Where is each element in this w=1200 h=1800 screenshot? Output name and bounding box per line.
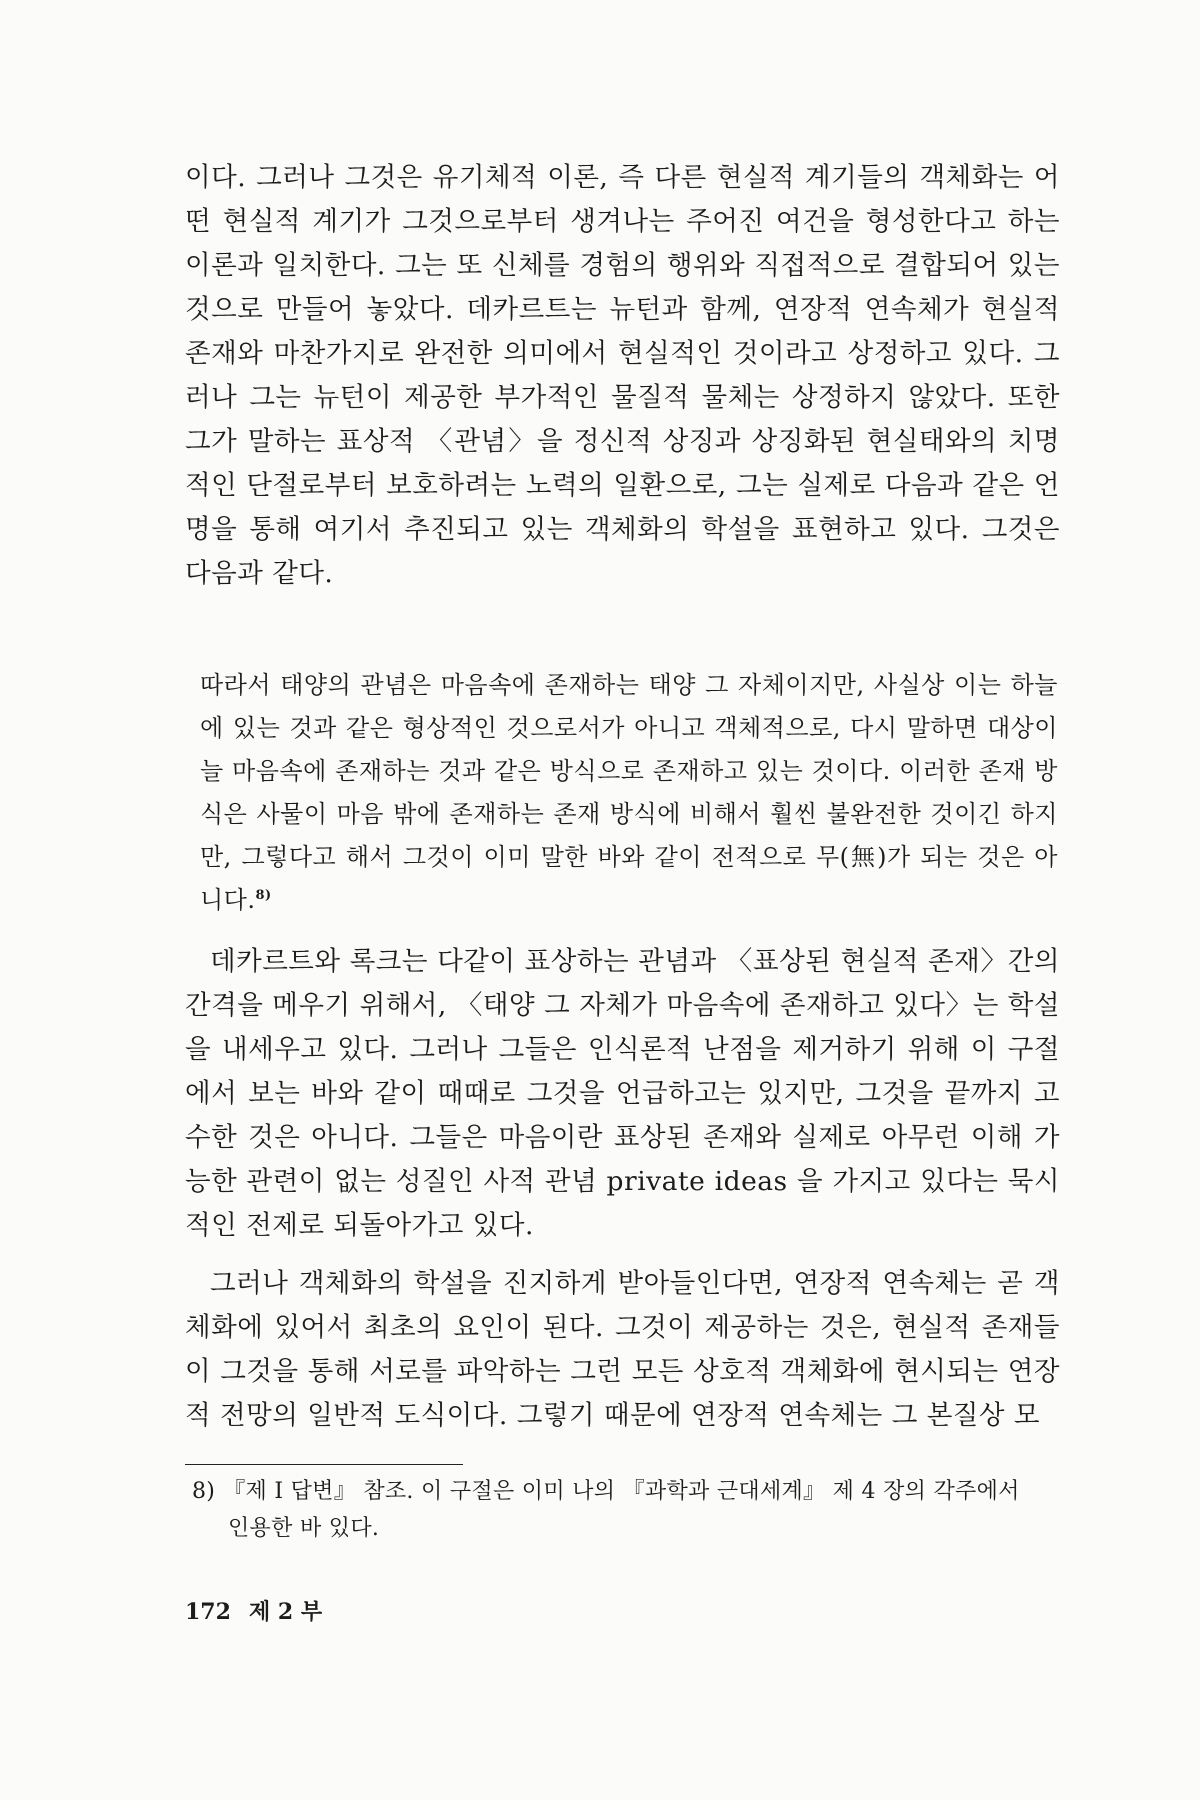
- block-quote-text: 따라서 태양의 관념은 마음속에 존재하는 태양 그 자체이지만, 사실상 이는 하늘에 있는 것과 같은 형상적인 것으로서가 아니고 객체적으로, 다시 말하면 대상이 늘 마음속에 존재하는 것과 같은 방식으로 존재하고 있는 것이다. 이러한 존재 방식은 사물이 마음 밖에 존재하는 존재 방식에 비해서 훨씬 불완전한 것이긴 하지만, 그렇다고 해서 그것이 이미 말한 바와 같이 전적으로 무(無)가 되는 것은 아니다.: [200, 671, 1058, 914]
- block-quote: [200, 664, 1058, 922]
- part-label: 제 2 부: [248, 1599, 323, 1625]
- footnote-line-2: 인용한 바 있다.: [228, 1516, 380, 1541]
- footnote: [192, 1473, 1058, 1547]
- page-footer: [185, 1597, 322, 1628]
- page-number: 172: [185, 1599, 231, 1625]
- paragraph-3: 그러나 객체화의 학설을 진지하게 받아들인다면, 연장적 연속체는 곧 객체화에 있어서 최초의 요인이 된다. 그것이 제공하는 것은, 현실적 존재들이 그것을 통해 서로를 파악하는 그런 모든 상호적 객체화에 현시되는 연장적 전망의 일반적 도식이다. 그렇기 때문에 연장적 연속체는 그 본질상 모: [185, 1268, 1060, 1431]
- footnote-divider: [185, 1464, 463, 1465]
- footnote-reference: 8): [255, 888, 272, 903]
- paragraph-2: 데카르트와 록크는 다같이 표상하는 관념과 〈표상된 현실적 존재〉간의 간격을 메우기 위해서, 〈태양 그 자체가 마음속에 존재하고 있다〉는 학설을 내세우고 있다. 그러나 그들은 인식론적 난점을 제거하기 위해 이 구절에서 보는 바와 같이 때때로 그것을 언급하고는 있지만, 그것을 끝까지 고수한 것은 아니다. 그들은 마음이란 표상된 존재와 실제로 아무런 이해 가능한 관련이 없는 성질인 사적 관념 private ideas 을 가지고 있다는 묵시적인 전제로 되돌아가고 있다.: [185, 946, 1060, 1241]
- paragraph-1: 이다. 그러나 그것은 유기체적 이론, 즉 다른 현실적 계기들의 객체화는 어떤 현실적 계기가 그것으로부터 생겨나는 주어진 여건을 형성한다고 하는 이론과 일치한다. 그는 또 신체를 경험의 행위와 직접적으로 결합되어 있는 것으로 만들어 놓았다. 데카르트는 뉴턴과 함께, 연장적 연속체가 현실적 존재와 마찬가지로 완전한 의미에서 현실적인 것이라고 상정하고 있다. 그러나 그는 뉴턴이 제공한 부가적인 물질적 물체는 상정하지 않았다. 또한 그가 말하는 표상적 〈관념〉을 정신적 상징과 상징화된 현실태와의 치명적인 단절로부터 보호하려는 노력의 일환으로, 그는 실제로 다음과 같은 언명을 통해 여기서 추진되고 있는 객체화의 학설을 표현하고 있다. 그것은 다음과 같다.: [185, 162, 1060, 589]
- footnote-line-1: 『제 I 답변』 참조. 이 구절은 이미 나의 『과학과 근대세계』 제 4 장의 각주에서: [223, 1479, 1020, 1504]
- footnote-number: 8): [192, 1479, 216, 1504]
